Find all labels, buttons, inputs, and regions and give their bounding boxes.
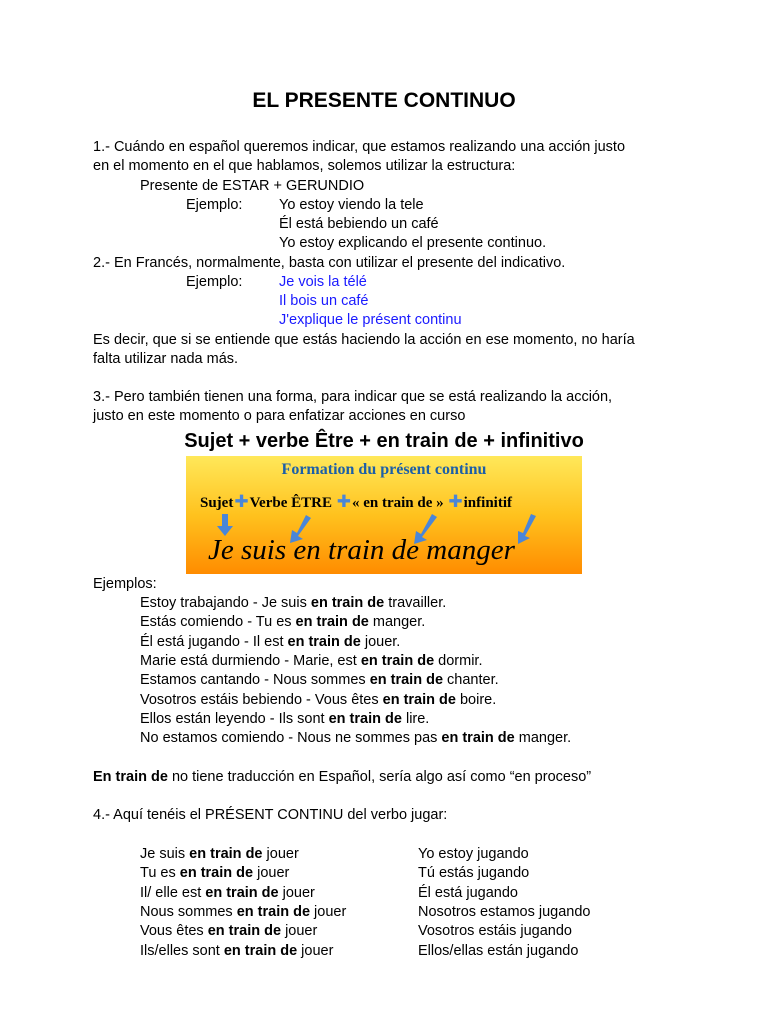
ejemplo-verb: dormir.: [434, 652, 483, 669]
section2-example: Je vois la télé: [279, 274, 367, 290]
ejemplo-spanish-french: Marie está durmiendo - Marie, est: [140, 652, 361, 669]
section3-line2: justo en este momento o para enfatizar acciones en curso: [93, 408, 466, 424]
banner-part: Sujet: [200, 495, 234, 511]
plus-icon: ✚: [448, 492, 463, 512]
ejemplo-verb: boire.: [455, 691, 497, 708]
ejemplo-verb: travailler.: [384, 595, 447, 611]
keyword: en train de: [441, 730, 515, 747]
conjugation-spanish: Yo estoy jugando: [418, 846, 529, 862]
verb: jouer: [281, 923, 318, 940]
conjugation-spanish: Tú estás jugando: [418, 865, 530, 882]
section1-example: Yo estoy explicando el presente continuo.: [279, 235, 547, 251]
conjugation-spanish: Vosotros estáis jugando: [418, 923, 572, 940]
keyword: en train de: [207, 923, 282, 940]
ejemplo-verb: jouer.: [360, 633, 401, 650]
conjugation-spanish: Él está jugando: [418, 884, 518, 901]
section2-note-line2: falta utilizar nada más.: [93, 351, 239, 367]
section2-example-label: Ejemplo:: [186, 274, 243, 290]
ejemplo-spanish-french: Vosotros estáis bebiendo - Vous êtes: [140, 691, 383, 708]
banner-title: Formation du présent continu: [281, 461, 487, 478]
keyword: en train de: [360, 652, 435, 669]
verb: jouer: [253, 865, 290, 882]
ejemplo-spanish-french: No estamos comiendo - Nous ne sommes pas: [140, 730, 442, 747]
banner-formula: [200, 492, 512, 513]
section1-line2: en el momento en el que hablamos, solemos utilizar la estructura:: [93, 158, 516, 174]
section4-heading: 4.- Aquí tenéis el PRÉSENT CONTINU del verbo jugar:: [93, 807, 448, 823]
conjugation-french: [140, 864, 289, 883]
note-rest: no tiene traducción en Español, sería algo así como “en proceso”: [167, 769, 592, 785]
section2-example: Il bois un café: [279, 293, 369, 309]
ejemplo-spanish-french: Él está jugando - Il est: [140, 633, 288, 650]
keyword: en train de: [310, 595, 385, 611]
conjugation-french: [140, 903, 346, 922]
ejemplo-spanish-french: Estoy trabajando - Je suis: [140, 595, 311, 611]
note-bold: En train de: [93, 769, 168, 785]
keyword: en train de: [189, 846, 263, 862]
ejemplo-item: [140, 633, 400, 652]
en-train-de-note: [93, 768, 591, 787]
section2-note-line1: Es decir, que si se entiende que estás haciendo la acción en ese momento, no haría: [93, 332, 635, 348]
ejemplo-item: [140, 594, 446, 613]
verb: jouer: [262, 846, 299, 862]
keyword: en train de: [205, 884, 279, 901]
pronoun: Il/ elle est: [140, 884, 206, 901]
section1-structure: Presente de ESTAR + GERUNDIO: [140, 178, 365, 194]
ejemplo-item: [140, 710, 429, 729]
ejemplos-label: Ejemplos:: [93, 576, 157, 592]
ejemplo-verb: manger.: [514, 730, 572, 747]
ejemplo-spanish-french: Estamos cantando - Nous sommes: [140, 672, 370, 689]
section1-line1: 1.- Cuándo en español queremos indicar, que estamos realizando una acción justo: [93, 139, 626, 155]
keyword: en train de: [382, 691, 456, 708]
conjugation-spanish: Ellos/ellas están jugando: [418, 942, 579, 959]
conjugation-spanish: Nosotros estamos jugando: [418, 903, 591, 920]
pronoun: Je suis: [140, 846, 190, 862]
keyword: en train de: [179, 865, 254, 882]
keyword: en train de: [236, 903, 311, 920]
ejemplo-spanish-french: Ellos están leyendo - Ils sont: [140, 710, 329, 727]
section3-line1: 3.- Pero también tienen una forma, para indicar que se está realizando la acción,: [93, 389, 613, 405]
conjugation-french: [140, 942, 333, 961]
arrow-icon: [518, 514, 536, 544]
keyword: en train de: [328, 710, 402, 727]
conjugation-french: [140, 884, 315, 903]
section2-line1: 2.- En Francés, normalmente, basta con utilizar el presente del indicativo.: [93, 255, 566, 271]
formation-banner: [186, 456, 582, 574]
pronoun: Vous êtes: [140, 923, 208, 940]
section1-example: Yo estoy viendo la tele: [279, 197, 424, 213]
ejemplo-verb: lire.: [401, 710, 430, 727]
banner-part: « en train de »: [351, 495, 444, 511]
section1-example-label: Ejemplo:: [186, 197, 243, 213]
ejemplo-verb: manger.: [368, 614, 426, 631]
verb: jouer: [310, 903, 347, 920]
formula-heading: Sujet + verbe Être + en train de + infinitivo: [184, 430, 584, 452]
pronoun: Ils/elles sont: [140, 942, 224, 959]
verb: jouer: [297, 942, 334, 959]
keyword: en train de: [369, 672, 444, 689]
banner-part: infinitif: [463, 495, 512, 511]
keyword: en train de: [295, 614, 369, 631]
ejemplo-item: [140, 691, 496, 710]
ejemplo-item: [140, 652, 482, 671]
section1-example: Él está bebiendo un café: [279, 216, 439, 232]
conjugation-french: [140, 922, 317, 941]
ejemplo-spanish-french: Estás comiendo - Tu es: [140, 614, 296, 631]
banner-example: Je suis en train de manger: [208, 534, 515, 566]
ejemplo-item: [140, 729, 571, 748]
verb: jouer: [278, 884, 315, 901]
pronoun: Tu es: [140, 865, 180, 882]
ejemplo-item: [140, 671, 499, 690]
ejemplo-verb: chanter.: [443, 672, 499, 689]
pronoun: Nous sommes: [140, 903, 237, 920]
plus-icon: ✚: [336, 492, 351, 512]
section2-example: J'explique le présent continu: [279, 312, 462, 328]
keyword: en train de: [223, 942, 298, 959]
page-title: EL PRESENTE CONTINUO: [252, 89, 516, 112]
conjugation-french: [140, 845, 299, 864]
ejemplo-item: [140, 613, 425, 632]
keyword: en train de: [287, 633, 361, 650]
plus-icon: ✚: [234, 492, 249, 512]
banner-part: Verbe ÊTRE: [249, 495, 332, 511]
